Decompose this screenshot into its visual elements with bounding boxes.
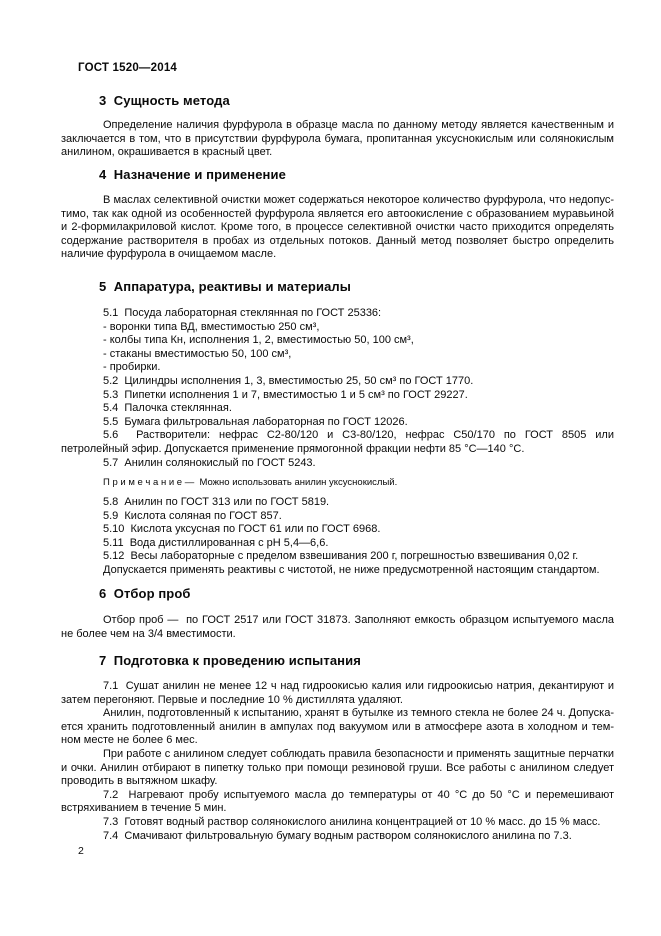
paragraph: При работе с анилином следует соблюдать правила безопасности и применять защитные перчатки и очки. Анилин отбирают в пипетку только при помощи резиновой груши. Все работы с анилином следует проводить в вытяжном шкафу. [61, 747, 614, 788]
section-7-paragraphs [61, 680, 614, 843]
list-item: 5.7 Анилин солянокислый по ГОСТ 5243. [103, 456, 316, 469]
list-item: 5.10 Кислота уксусная по ГОСТ 61 или по ГОСТ 6968. [103, 523, 381, 536]
page-number: 2 [78, 845, 84, 857]
list-item: - стаканы вместимостью 50, 100 см³, [103, 347, 292, 360]
section-5-item-list [61, 307, 614, 470]
section-5-heading: 5 Аппаратура, реактивы и материалы [99, 279, 351, 294]
list-item: 5.3 Пипетки исполнения 1 и 7, вместимостью 1 и 5 см³ по ГОСТ 29227. [103, 388, 468, 401]
list-item: 5.1 Посуда лабораторная стеклянная по ГОСТ 25336: [103, 307, 382, 319]
section-7-heading: 7 Подготовка к проведению испытания [99, 653, 361, 668]
running-header-doc-number: ГОСТ 1520—2014 [78, 62, 178, 74]
section-3-heading: 3 Сущность метода [99, 93, 230, 108]
section-5-item-list-continued [61, 496, 614, 578]
paragraph: 7.1 Сушат анилин не менее 12 ч над гидроокисью калия или гидроокисью натрия, декантируют и затем перегоняют. Первые и последние 10 % дистиллята удаляют. [61, 680, 614, 706]
list-item: 5.11 Вода дистиллированная с рН 5,4—6,6. [103, 536, 329, 549]
paragraph: 7.3 Готовят водный раствор солянокислого анилина концентрацией от 10 % масс. до 15 % масс. [103, 815, 601, 828]
paragraph: Анилин, подготовленный к испытанию, хранят в бутылке из темного стекла не более 24 ч. Допускается хранить подготовленный анилин в ампулах под вакуумом или в атмосфере азота в холодном и темном месте не более 6 мес. [61, 707, 614, 747]
section-6-paragraph: Отбор проб — по ГОСТ 2517 или ГОСТ 31873. Заполняют емкость образцом испытуемого масла не более чем на 3/4 вместимости. [61, 614, 614, 640]
list-item: 5.9 Кислота соляная по ГОСТ 857. [103, 509, 282, 522]
note-text: П р и м е ч а н и е — Можно использовать анилин уксуснокислый. [103, 477, 398, 488]
paragraph: 7.4 Смачивают фильтровальную бумагу водным раствором солянокислого анилина по 7.3. [103, 829, 572, 842]
list-item: - колбы типа Кн, исполнения 1, 2, вместимостью 50, 100 см³, [103, 334, 414, 347]
section-4-heading: 4 Назначение и применение [99, 167, 286, 182]
section-6-heading: 6 Отбор проб [99, 586, 191, 601]
list-item: 5.6 Растворители: нефрас С2-80/120 и С3-80/120, нефрас С50/170 по ГОСТ 8505 или петролейный эфир. Допускается применение прямогонной фракции нефти 85 °С—140 °С. [61, 429, 614, 455]
section-4-paragraph: В маслах селективной очистки может содержаться некоторое количество фурфурола, что недопустимо, так как одной из особенностей фурфурола является его автоокисление с образованием муравьиной и 2-формилакриловой кислот. Кроме того, в процессе селективной очистки часто приходится определять содержание растворителя в пробах из отдельных потоков. Данный метод позволяет быстро определить наличие фурфурола в очищаемом масле. [61, 194, 614, 261]
list-item: 5.2 Цилиндры исполнения 1, 3, вместимостью 25, 50 см³ по ГОСТ 1770. [103, 374, 474, 387]
list-item: 5.5 Бумага фильтровальная лабораторная по ГОСТ 12026. [103, 415, 408, 428]
list-item: - пробирки. [103, 361, 161, 374]
list-item: 5.8 Анилин по ГОСТ 313 или по ГОСТ 5819. [103, 496, 330, 508]
section-3-paragraph: Определение наличия фурфурола в образце масла по данному методу является качественным и заключается в том, что в присутствии фурфурола бумага, пропитанная уксуснокислым или солянокислым анилином, окрашивается в красный цвет. [61, 119, 614, 159]
paragraph: 7.2 Нагревают пробу испытуемого масла до температуры от 40 °С до 50 °С и перемешивают встряхиванием в течение 5 мин. [61, 788, 614, 815]
list-item: 5.4 Палочка стеклянная. [103, 402, 232, 415]
list-item: - воронки типа ВД, вместимостью 250 см³, [103, 320, 320, 333]
list-item: 5.12 Весы лабораторные с пределом взвешивания 200 г, погрешностью взвешивания 0,02 г. [103, 550, 579, 563]
list-item: Допускается применять реактивы с чистотой, не ниже предусмотренной настоящим стандартом. [103, 563, 600, 576]
